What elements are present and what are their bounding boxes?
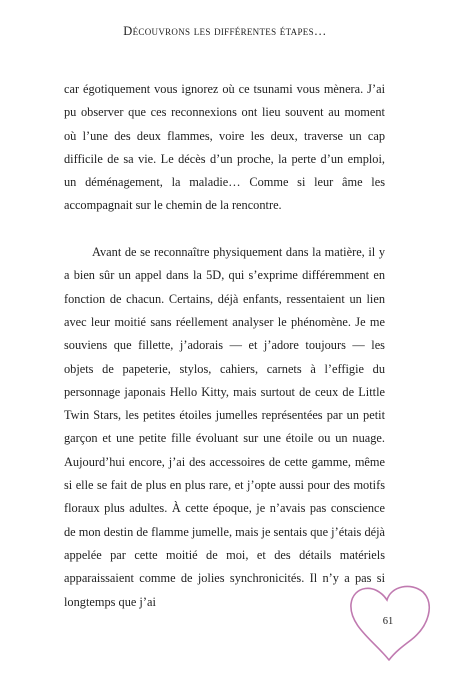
paragraph-2: Avant de se reconnaître physiquement dans la matière, il y a bien sûr un appel dans la 5D, qui s’exprime différemment en fonction de chacun. Certains, déjà enfants, ressentaient un lien avec leur moitié sans réellement analyser le phénomène. Je me souviens que fillette, j’adorais — et j’adore toujours — les objets de papeterie, stylos, cahiers, carnets à l’effigie du personnage japonais Hello Kitty, mais surtout de ceux de Little Twin Stars, les petites étoiles jumelles représentées par un petit garçon et une petite fille évoluant sur une étoile ou un nuage. Aujourd’hui encore, j’ai des accessoires de cette gamme, même si elle se fait de plus en plus rare, et j’opte aussi pour des motifs floraux plus adultes. À cette époque, je n’avais pas conscience de mon destin de flamme jumelle, mais je sentais que j’étais déjà appelée par cette moitié de moi, et des détails matériels apparaissaient comme de jolies synchronicités. Il n’y a pas si longtemps que j’ai: [64, 245, 385, 609]
paragraph-1: car égotiquement vous ignorez où ce tsunami vous mènera. J’ai pu observer que ces reconnexions ont lieu souvent au moment où l’une des deux flammes, voire les deux, traverse un cap difficile de sa vie. Le décès d’un proche, la perte d’un emploi, un déménagement, la maladie… Comme si leur âme les accompagnait sur le chemin de la rencontre.: [64, 82, 385, 213]
page-number: 61: [382, 616, 394, 627]
running-head: Découvrons les différentes étapes…: [123, 24, 327, 38]
body-text: [64, 78, 385, 614]
